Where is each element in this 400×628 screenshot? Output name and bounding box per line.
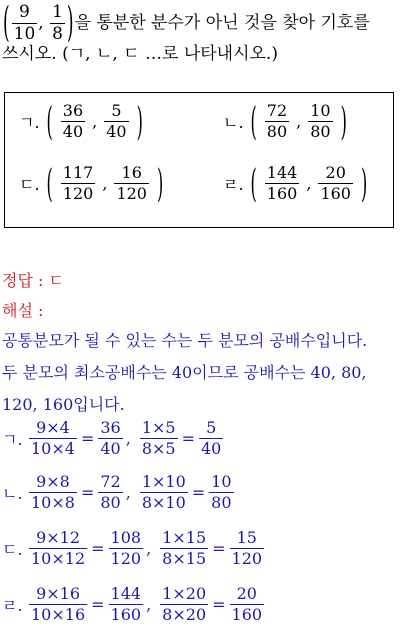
- choice-label: ㄴ.: [223, 113, 244, 132]
- close-paren: ): [66, 0, 74, 48]
- solution-row-4: ㄹ. $\frac{9\times 16}{10\times 16}$ = $\frac{144}{160}$ , $\frac{1\times 20}{8\times 20}$ = $\frac{20}{160}$: [2, 584, 263, 624]
- choice-fraction-a: $\frac{144}{160}$: [266, 163, 298, 203]
- choice-label: ㄷ.: [19, 175, 40, 194]
- choice-3: ㄷ. ( $\frac{117}{120}$ , $\frac{16}{120}$ ): [19, 160, 164, 207]
- choice-label: ㄱ.: [19, 113, 40, 132]
- question-line-1: ( $\frac{9}{10}$ , $\frac{1}{8}$ )을 통분한 분수가 아닌 것을 찾아 기호를: [2, 4, 398, 43]
- explanation-line-2: 두 분모의 최소공배수는 40이므로 공배수는 40, 80,: [2, 363, 367, 382]
- choice-1: ㄱ. ( $\frac{36}{40}$ , $\frac{5}{40}$ ): [19, 98, 143, 145]
- choice-box: [4, 92, 394, 228]
- answer-value: ㄷ: [48, 271, 64, 290]
- choice-fraction-b: $\frac{16}{120}$: [116, 163, 147, 203]
- question-fraction-b: $\frac{1}{8}$: [52, 2, 63, 44]
- choice-fraction-a: $\frac{117}{120}$: [62, 163, 94, 203]
- question: [2, 0, 398, 65]
- answer-label: 정답 :: [2, 271, 49, 290]
- explanation-line-3: 120, 160입니다.: [2, 395, 125, 414]
- choice-fraction-b: $\frac{20}{160}$: [320, 163, 351, 203]
- solution-row-2: ㄴ. $\frac{9\times 8}{10\times 8}$ = $\frac{72}{80}$ , $\frac{1\times 10}{8\times 10}$ = $\frac{10}{80}$: [2, 472, 232, 512]
- choice-2: ㄴ. ( $\frac{72}{80}$ , $\frac{10}{80}$ ): [223, 98, 347, 145]
- explanation-label: 해설 :: [2, 301, 44, 320]
- solution-row-3: ㄷ. $\frac{9\times 12}{10\times 12}$ = $\frac{108}{120}$ , $\frac{1\times 15}{8\times 15}$ = $\frac{15}{120}$: [2, 528, 263, 568]
- question-text-1: 을 통분한 분수가 아닌 것을 찾아 기호를: [74, 13, 370, 33]
- solution-label: ㄴ.: [2, 484, 23, 503]
- question-text-2: 쓰시오. (ㄱ, ㄴ, ㄷ …로 나타내시오.): [2, 44, 278, 64]
- choice-4: ㄹ. ( $\frac{144}{160}$ , $\frac{20}{160}$ ): [223, 160, 368, 207]
- explanation-line-1: 공통분모가 될 수 있는 수는 두 분모의 공배수입니다.: [2, 331, 368, 350]
- solution-row-1: ㄱ. $\frac{9\times 4}{10\times 4}$ = $\frac{36}{40}$ , $\frac{1\times 5}{8\times 5}$ = $\frac{5}{40}$: [2, 418, 222, 458]
- choice-fraction-b: $\frac{10}{80}$: [310, 101, 331, 141]
- choice-label: ㄹ.: [223, 175, 244, 194]
- choice-fraction-b: $\frac{5}{40}$: [106, 101, 127, 141]
- choice-fraction-a: $\frac{36}{40}$: [62, 101, 84, 141]
- open-paren: (: [3, 0, 10, 48]
- answer-line: [2, 268, 64, 291]
- solution-label: ㄹ.: [2, 596, 23, 615]
- solution-label: ㄷ.: [2, 540, 23, 559]
- choice-fraction-a: $\frac{72}{80}$: [266, 101, 288, 141]
- solution-label: ㄱ.: [2, 430, 23, 449]
- question-fraction-a: $\frac{9}{10}$: [13, 2, 36, 44]
